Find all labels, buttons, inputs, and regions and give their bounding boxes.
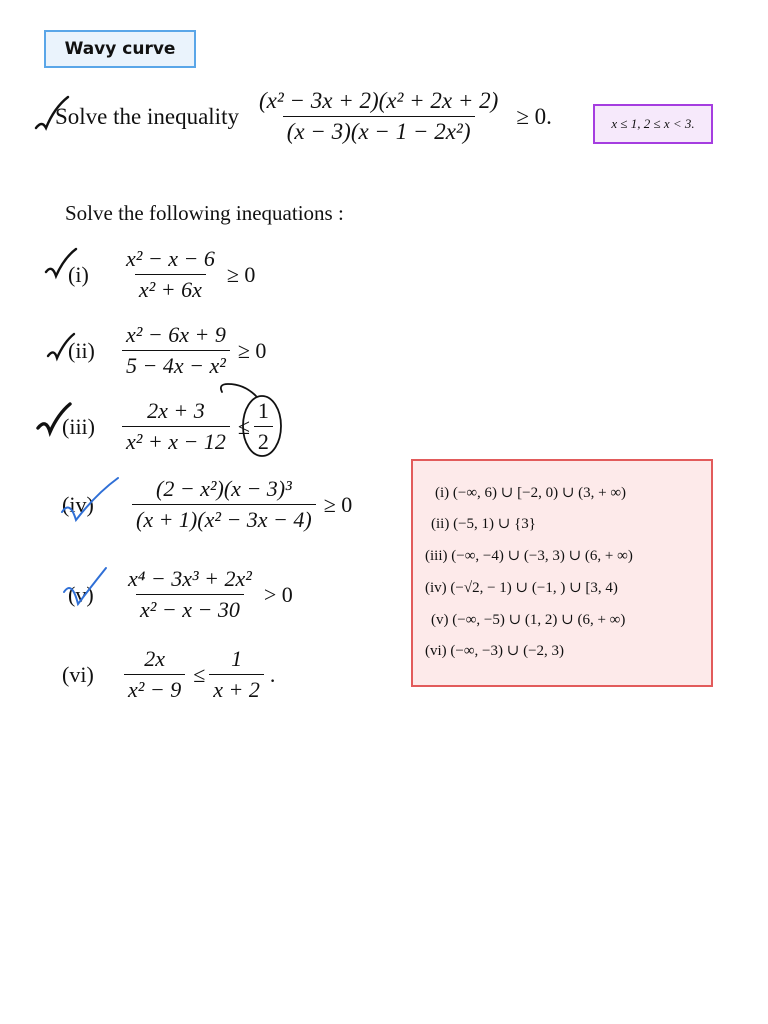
main-problem-fraction	[255, 88, 502, 145]
loop-annotation	[221, 384, 256, 396]
answer-line: (iii) (−∞, −4) ∪ (−3, 3) ∪ (6, + ∞)	[425, 548, 633, 564]
answer-line: (v) (−∞, −5) ∪ (1, 2) ∪ (6, + ∞)	[431, 612, 626, 628]
main-problem-numerator: (x² − 3x + 2)(x² + 2x + 2)	[258, 88, 499, 113]
problem-rhs-denominator: x + 2	[209, 674, 264, 703]
problem-relation: ≥ 0	[323, 491, 353, 517]
problem-numerator: (2 − x²)(x − 3)³	[156, 476, 292, 501]
problem-fraction	[122, 246, 219, 303]
problem-relation: > 0	[263, 581, 293, 607]
problem-fraction	[132, 476, 316, 533]
problem-relation: ≤	[193, 661, 206, 687]
main-problem-denominator: (x − 3)(x − 1 − 2x²)	[283, 116, 475, 145]
main-problem-lead: Solve the inequality	[55, 103, 239, 129]
problem-tail: .	[269, 661, 276, 687]
problem-denominator: 5 − 4x − x²	[122, 350, 230, 379]
problem-label: (v)	[68, 581, 94, 607]
problem-label: (iv)	[62, 491, 94, 517]
subheading: Solve the following inequations :	[65, 201, 344, 225]
problem-label: (iii)	[62, 413, 95, 439]
problem-label: (ii)	[68, 337, 95, 363]
problem-fraction	[124, 646, 185, 703]
problem-numerator: 2x + 3	[147, 398, 205, 423]
problem-fraction	[122, 398, 230, 455]
main-problem-answer: x ≤ 1, 2 ≤ x < 3.	[593, 104, 713, 144]
problem-rhs-numerator: 1	[257, 398, 269, 423]
answer-line: (ii) (−5, 1) ∪ {3}	[431, 516, 536, 532]
main-problem-relation: ≥ 0.	[516, 103, 552, 129]
problem-relation: ≥ 0	[237, 337, 267, 363]
problem-denominator: x² + x − 12	[122, 426, 230, 455]
problem-rhs-fraction	[209, 646, 264, 703]
problem-label: (i)	[68, 261, 89, 287]
problem-rhs-denominator: 2	[254, 426, 273, 455]
answer-line: (i) (−∞, 6) ∪ [−2, 0) ∪ (3, + ∞)	[435, 485, 627, 501]
problem-numerator: x⁴ − 3x³ + 2x²	[128, 566, 252, 591]
problem-relation: ≥ 0	[226, 261, 256, 287]
answer-line: (vi) (−∞, −3) ∪ (−2, 3)	[425, 643, 565, 659]
answers-panel	[411, 459, 713, 687]
problem-numerator: x² − x − 6	[126, 246, 215, 271]
problem-i	[68, 246, 255, 303]
problem-vi	[62, 646, 275, 703]
problem-fraction	[122, 322, 230, 379]
page-title: Wavy curve	[44, 30, 196, 68]
problem-denominator: x² − x − 30	[136, 594, 244, 623]
problem-rhs-numerator: 1	[231, 646, 243, 671]
problem-iv	[62, 476, 352, 533]
problem-fraction	[124, 566, 256, 623]
problem-label: (vi)	[62, 661, 94, 687]
answer-line: (iv) (−√2, − 1) ∪ (−1, ) ∪ [3, 4)	[425, 580, 618, 596]
problem-ii	[68, 322, 266, 379]
problem-denominator: x² − 9	[124, 674, 185, 703]
problem-rhs-fraction	[254, 398, 273, 455]
problem-relation: ≤	[237, 413, 250, 439]
problem-denominator: (x + 1)(x² − 3x − 4)	[132, 504, 316, 533]
main-problem	[55, 88, 552, 145]
problem-v	[68, 566, 293, 623]
problem-numerator: x² − 6x + 9	[126, 322, 226, 347]
problem-iii	[62, 398, 273, 455]
problem-denominator: x² + 6x	[135, 274, 206, 303]
problem-numerator: 2x	[144, 646, 165, 671]
